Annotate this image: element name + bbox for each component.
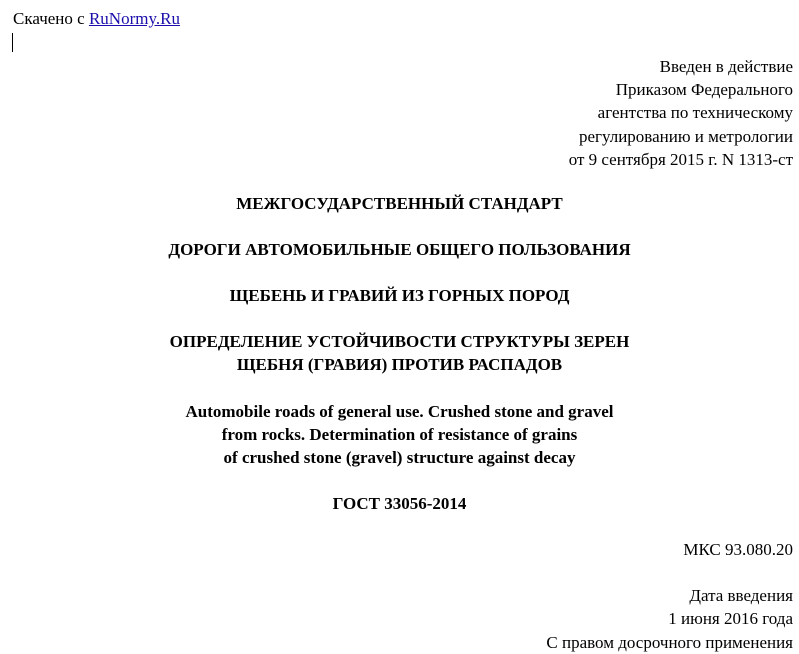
source-link[interactable]: RuNormy.Ru: [88, 9, 180, 28]
english-title: [0, 400, 799, 469]
title-1-text: ДОРОГИ АВТОМОБИЛЬНЫЕ ОБЩЕГО ПОЛЬЗОВАНИЯ: [168, 240, 631, 259]
standard-type-heading: [0, 192, 799, 215]
introduction-line: Дата введения: [689, 586, 793, 605]
approval-line: от 9 сентября 2015 г. N 1313-ст: [568, 149, 793, 169]
approval-line: Введен в действие: [659, 57, 793, 76]
approval-line: агентства по техническому: [597, 103, 793, 123]
source-line: [13, 8, 180, 30]
gost-number-text: ГОСТ 33056-2014: [332, 494, 467, 513]
approval-line: Приказом Федерального: [615, 80, 793, 100]
title-heading-3: [0, 330, 799, 376]
english-title-line: from rocks. Determination of resistance of grains: [221, 425, 578, 444]
approval-block: [569, 55, 793, 171]
introduction-line: С правом досрочного применения: [546, 632, 793, 652]
text-cursor: [12, 33, 13, 52]
introduction-block: [546, 584, 793, 654]
english-title-line: Automobile roads of general use. Crushed stone and gravel: [185, 402, 614, 421]
approval-line: регулированию и метрологии: [578, 126, 793, 146]
introduction-line: 1 июня 2016 года: [668, 609, 793, 629]
title-heading-1: [0, 238, 799, 261]
title-3-line: ОПРЕДЕЛЕНИЕ УСТОЙЧИВОСТИ СТРУКТУРЫ ЗЕРЕН: [169, 332, 630, 351]
mks-code: МКС 93.080.20: [683, 540, 793, 559]
title-2-text: ЩЕБЕНЬ И ГРАВИЙ ИЗ ГОРНЫХ ПОРОД: [229, 286, 570, 305]
gost-number: [0, 492, 799, 515]
source-prefix: Скачено с: [13, 9, 89, 28]
title-heading-2: [0, 284, 799, 307]
standard-type-text: МЕЖГОСУДАРСТВЕННЫЙ СТАНДАРТ: [236, 194, 563, 213]
title-3-line: ЩЕБНЯ (ГРАВИЯ) ПРОТИВ РАСПАДОВ: [236, 355, 563, 374]
english-title-line: of crushed stone (gravel) structure against decay: [223, 448, 576, 467]
